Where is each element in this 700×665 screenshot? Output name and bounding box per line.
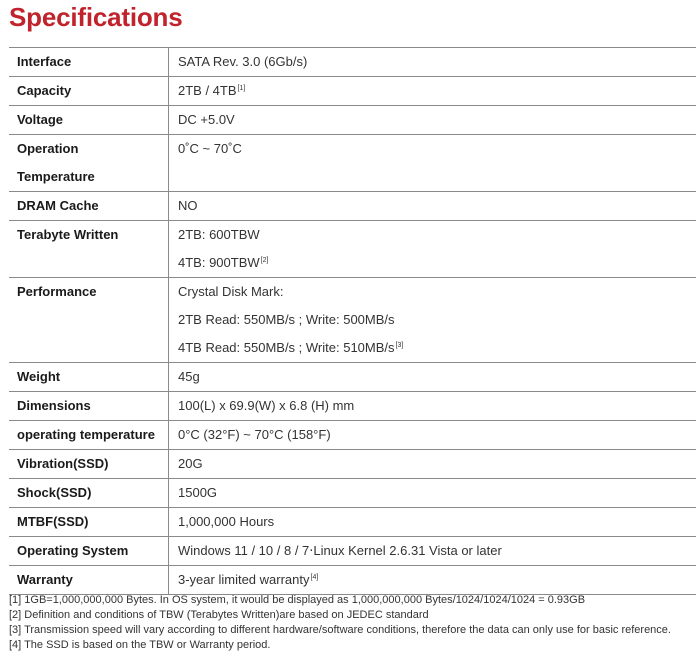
spec-value-line bbox=[178, 306, 696, 334]
spec-value-text: 100(L) x 69.9(W) x 6.8 (H) mm bbox=[178, 398, 355, 413]
spec-label-text: Dimensions bbox=[17, 398, 91, 413]
spec-value-text: 4TB: 900TBW bbox=[178, 255, 260, 270]
spec-row bbox=[9, 566, 696, 595]
spec-value-line bbox=[178, 221, 696, 249]
footnotes bbox=[9, 593, 671, 653]
spec-value-line bbox=[178, 249, 696, 277]
spec-value-text: Crystal Disk Mark: bbox=[178, 284, 284, 299]
spec-label-text: Voltage bbox=[17, 112, 63, 127]
spec-value bbox=[169, 106, 697, 135]
spec-label-text: Terabyte Written bbox=[17, 227, 119, 242]
spec-value bbox=[169, 77, 697, 106]
spec-label-text: Capacity bbox=[17, 83, 72, 98]
spec-value bbox=[169, 537, 697, 566]
footnote: [4] The SSD is based on the TBW or Warranty period. bbox=[9, 639, 271, 651]
spec-value-line bbox=[178, 450, 696, 478]
spec-label bbox=[9, 221, 169, 278]
spec-value bbox=[169, 48, 697, 77]
spec-label-text: Operating System bbox=[17, 543, 129, 558]
spec-label-text: Weight bbox=[17, 369, 61, 384]
spec-value-text: 45g bbox=[178, 369, 200, 384]
spec-value-text: 1,000,000 Hours bbox=[178, 514, 275, 529]
spec-label-text: Interface bbox=[17, 54, 72, 69]
spec-label bbox=[9, 48, 169, 77]
spec-value-line bbox=[178, 421, 696, 449]
spec-label bbox=[9, 508, 169, 537]
spec-label-text: Shock(SSD) bbox=[17, 485, 92, 500]
spec-row bbox=[9, 421, 696, 450]
spec-label-text: Warranty bbox=[17, 572, 73, 587]
spec-label bbox=[9, 278, 169, 363]
spec-row bbox=[9, 363, 696, 392]
spec-row bbox=[9, 537, 696, 566]
spec-row bbox=[9, 77, 696, 106]
spec-value-line bbox=[178, 392, 696, 420]
spec-value-text: 1500G bbox=[178, 485, 218, 500]
spec-label-text: DRAM Cache bbox=[17, 198, 99, 213]
spec-row bbox=[9, 192, 696, 221]
spec-row bbox=[9, 392, 696, 421]
spec-value-line bbox=[178, 479, 696, 507]
spec-label bbox=[9, 450, 169, 479]
spec-value-text: 3-year limited warranty bbox=[178, 572, 310, 587]
spec-value-line bbox=[178, 566, 696, 594]
spec-row bbox=[9, 221, 696, 278]
spec-row bbox=[9, 450, 696, 479]
spec-value bbox=[169, 479, 697, 508]
spec-value-line bbox=[178, 135, 696, 163]
spec-row bbox=[9, 508, 696, 537]
spec-label-text: Temperature bbox=[17, 169, 95, 184]
spec-value bbox=[169, 421, 697, 450]
spec-value bbox=[169, 363, 697, 392]
spec-value-line bbox=[178, 537, 696, 565]
spec-row bbox=[9, 106, 696, 135]
footnote: [2] Definition and conditions of TBW (Terabytes Written)are based on JEDEC standard bbox=[9, 609, 429, 621]
spec-label-text: Operation bbox=[17, 141, 79, 156]
spec-value-line bbox=[178, 192, 696, 220]
spec-value-line bbox=[178, 508, 696, 536]
specifications-table bbox=[9, 47, 696, 595]
spec-row bbox=[9, 278, 696, 363]
footnote-marker: [2] bbox=[260, 257, 269, 264]
spec-value-line bbox=[178, 48, 696, 76]
spec-value-line bbox=[178, 363, 696, 391]
spec-label bbox=[9, 192, 169, 221]
spec-row bbox=[9, 135, 696, 192]
spec-value-line bbox=[178, 334, 696, 362]
spec-value-text: Windows 11 / 10 / 8 / 7‧Linux Kernel 2.6.31 Vista or later bbox=[178, 543, 502, 558]
spec-value-line bbox=[178, 77, 696, 105]
footnote: [1] 1GB=1,000,000,000 Bytes. In OS system, it would be displayed as 1,000,000,000 Bytes/1024/1024/1024 = 0.93GB bbox=[9, 594, 586, 606]
page-title: Specifications bbox=[9, 2, 183, 32]
spec-label-text: MTBF(SSD) bbox=[17, 514, 89, 529]
spec-label bbox=[9, 363, 169, 392]
footnote-marker: [3] bbox=[395, 342, 404, 349]
spec-value bbox=[169, 192, 697, 221]
spec-label-text: Vibration(SSD) bbox=[17, 456, 109, 471]
spec-value bbox=[169, 278, 697, 363]
spec-label bbox=[9, 566, 169, 595]
spec-row bbox=[9, 48, 696, 77]
spec-label bbox=[9, 77, 169, 106]
spec-label-text: operating temperature bbox=[17, 427, 155, 442]
spec-label bbox=[9, 537, 169, 566]
spec-value bbox=[169, 392, 697, 421]
spec-label bbox=[9, 392, 169, 421]
spec-value-text: DC +5.0V bbox=[178, 112, 235, 127]
spec-value-line bbox=[178, 278, 696, 306]
spec-value bbox=[169, 508, 697, 537]
spec-value-text: NO bbox=[178, 198, 198, 213]
footnote: [3] Transmission speed will vary according to different hardware/software conditions, therefore the data can only use for basic reference. bbox=[9, 624, 671, 636]
spec-value-text: SATA Rev. 3.0 (6Gb/s) bbox=[178, 54, 308, 69]
spec-label bbox=[9, 479, 169, 508]
spec-row bbox=[9, 479, 696, 508]
spec-value-text: 2TB: 600TBW bbox=[178, 227, 260, 242]
spec-value-text: 0°C (32°F) ~ 70°C (158°F) bbox=[178, 427, 331, 442]
footnote-marker: [4] bbox=[310, 574, 319, 581]
spec-value-text: 20G bbox=[178, 456, 203, 471]
spec-label bbox=[9, 106, 169, 135]
spec-value bbox=[169, 221, 697, 278]
spec-value-text: 2TB Read: 550MB/s ; Write: 500MB/s bbox=[178, 312, 395, 327]
spec-value bbox=[169, 566, 697, 595]
spec-value bbox=[169, 450, 697, 479]
spec-value-text: 4TB Read: 550MB/s ; Write: 510MB/s bbox=[178, 340, 395, 355]
spec-value-line bbox=[178, 106, 696, 134]
spec-value-text: 2TB / 4TB bbox=[178, 83, 237, 98]
spec-value-text: 0˚C ~ 70˚C bbox=[178, 141, 242, 156]
footnote-marker: [1] bbox=[237, 85, 246, 92]
spec-label bbox=[9, 135, 169, 192]
spec-label bbox=[9, 421, 169, 450]
spec-label-text: Performance bbox=[17, 284, 97, 299]
spec-value bbox=[169, 135, 697, 192]
